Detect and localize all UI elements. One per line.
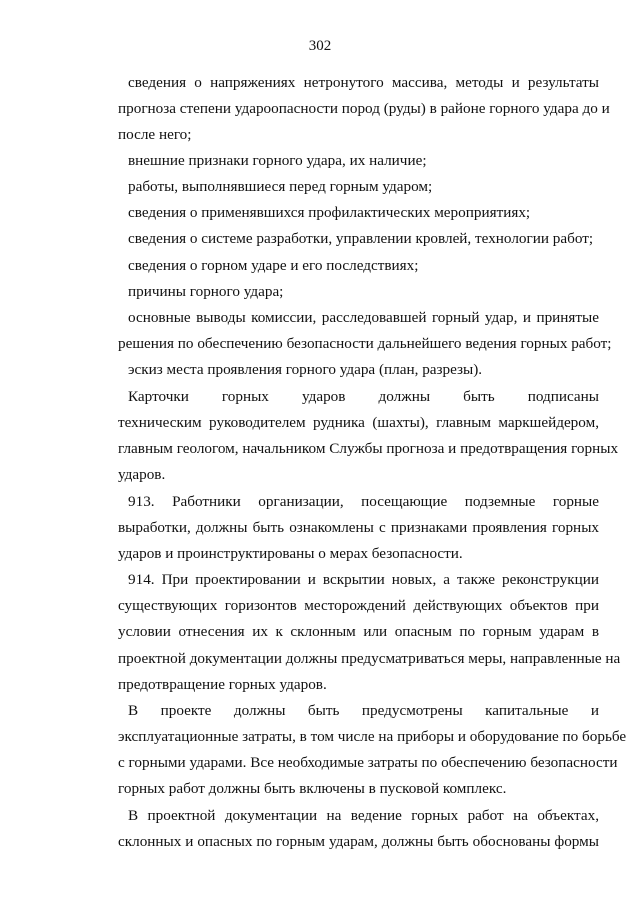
text-line: выработки, должны быть ознакомлены с признаками проявления горных bbox=[118, 519, 599, 536]
text-line: с горными ударами. Все необходимые затраты по обеспечению безопасности bbox=[118, 754, 618, 771]
text-line: условии отнесения их к склонным или опасным по горным ударам в bbox=[118, 623, 599, 640]
text-line: В проекте должны быть предусмотрены капитальные и bbox=[128, 702, 599, 719]
text-line: главным геологом, начальником Службы прогноза и предотвращения горных bbox=[118, 440, 619, 457]
text-line: предотвращение горных ударов. bbox=[118, 676, 327, 693]
text-line: существующих горизонтов месторождений действующих объектов при bbox=[118, 597, 599, 614]
text-line: сведения о горном ударе и его последствиях; bbox=[128, 257, 419, 274]
text-line: В проектной документации на ведение горных работ на объектах, bbox=[128, 807, 599, 824]
text-line: ударов и проинструктированы о мерах безопасности. bbox=[118, 545, 463, 562]
text-line: внешние признаки горного удара, их наличие; bbox=[128, 152, 427, 169]
text-line: техническим руководителем рудника (шахты), главным маркшейдером, bbox=[118, 414, 599, 431]
text-line: сведения о применявшихся профилактических мероприятиях; bbox=[128, 204, 531, 221]
text-line: работы, выполнявшиеся перед горным ударом; bbox=[128, 178, 433, 195]
text-line: сведения о напряжениях нетронутого массива, методы и результаты bbox=[128, 74, 599, 91]
text-line: основные выводы комиссии, расследовавшей горный удар, и принятые bbox=[128, 309, 599, 326]
text-line: решения по обеспечению безопасности дальнейшего ведения горных работ; bbox=[118, 335, 612, 352]
text-line: 913. Работники организации, посещающие подземные горные bbox=[128, 493, 599, 510]
text-line: причины горного удара; bbox=[128, 283, 284, 300]
text-line: эскиз места проявления горного удара (план, разрезы). bbox=[128, 361, 483, 378]
text-line: сведения о системе разработки, управлении кровлей, технологии работ; bbox=[128, 230, 594, 247]
text-line: Карточки горных ударов должны быть подписаны bbox=[128, 388, 599, 405]
page-number: 302 bbox=[308, 38, 332, 54]
text-line: горных работ должны быть включены в пусковой комплекс. bbox=[118, 780, 507, 797]
text-line: 914. При проектировании и вскрытии новых, а также реконструкции bbox=[128, 571, 599, 588]
text-line: проектной документации должны предусматриваться меры, направленные на bbox=[118, 650, 621, 667]
text-line: прогноза степени удароопасности пород (руды) в районе горного удара до и bbox=[118, 100, 610, 117]
text-line: эксплуатационные затраты, в том числе на приборы и оборудование по борьбе bbox=[118, 728, 627, 745]
text-line: склонных и опасных по горным ударам, должны быть обоснованы формы bbox=[118, 833, 599, 850]
text-line: после него; bbox=[118, 126, 192, 143]
text-line: ударов. bbox=[118, 466, 166, 483]
